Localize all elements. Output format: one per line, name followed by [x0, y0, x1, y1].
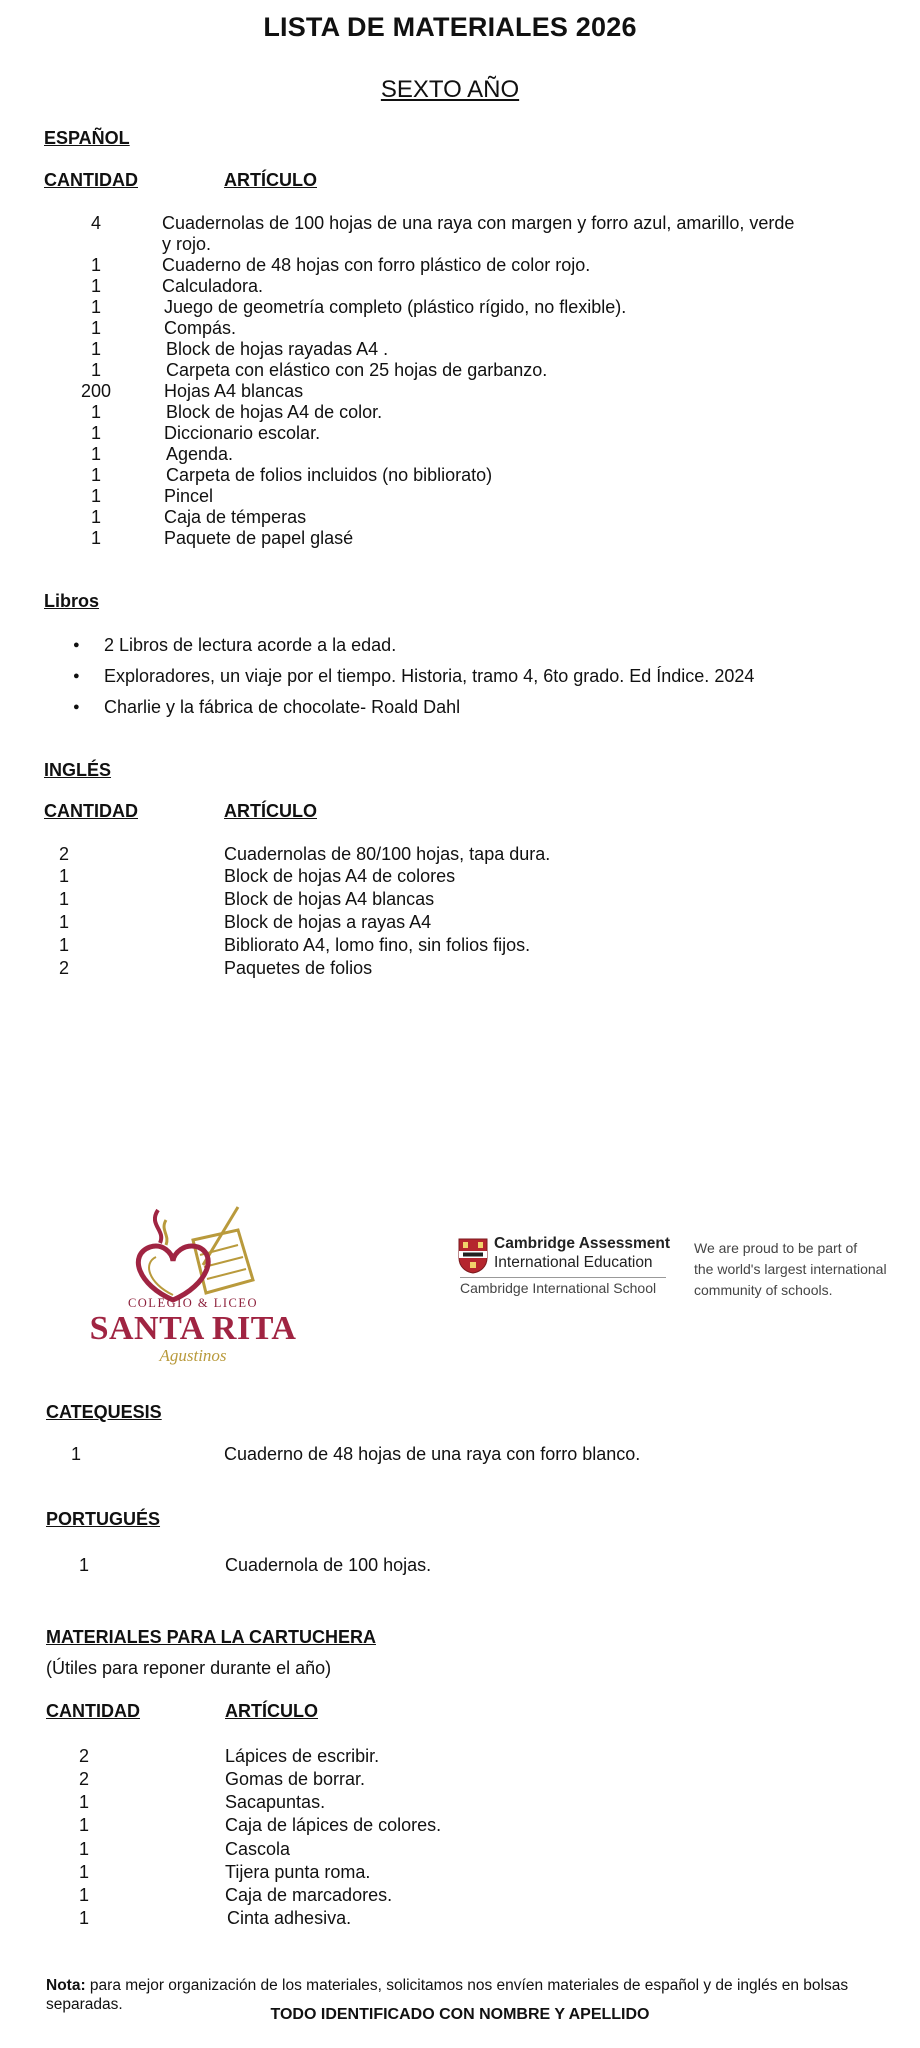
item-article: Gomas de borrar.	[225, 1769, 366, 1789]
cambridge-name: Cambridge Assessment	[494, 1235, 671, 1252]
item-article: Lápices de escribir.	[225, 1746, 380, 1766]
cambridge-subname: International Education	[494, 1254, 653, 1271]
item-article: Juego de geometría completo (plástico rígido, no flexible).	[164, 297, 627, 317]
item-quantity: 1	[90, 423, 101, 443]
column-header-articulo: ARTÍCULO	[224, 801, 317, 821]
item-article: Diccionario escolar.	[164, 423, 321, 443]
section-heading-portugues: PORTUGUÉS	[46, 1509, 161, 1529]
section-heading-espanol: ESPAÑOL	[44, 128, 130, 148]
book-item: ● 2 Libros de lectura acorde a la edad.	[44, 634, 754, 665]
item-article: Caja de marcadores.	[225, 1885, 393, 1905]
item-quantity: 1	[58, 866, 69, 886]
item-quantity: 2	[78, 1746, 89, 1766]
footer-notice: TODO IDENTIFICADO CON NOMBRE Y APELLIDO	[270, 2006, 650, 2023]
book-item: ● Charlie y la fábrica de chocolate- Roald Dahl	[44, 696, 754, 727]
item-article: Paquete de papel glasé	[164, 528, 354, 548]
item-quantity: 1	[78, 1908, 89, 1928]
santa-rita-agustinos: Agustinos	[159, 1346, 227, 1365]
item-quantity: 1	[78, 1815, 89, 1835]
item-article: Carpeta de folios incluidos (no biblioratо)	[166, 465, 493, 485]
note-label: Nota:	[46, 1977, 86, 1994]
item-quantity: 2	[78, 1769, 89, 1789]
item-quantity: 1	[90, 444, 101, 464]
item-article: Block de hojas A4 de color.	[166, 402, 383, 422]
book-item: ● Exploradores, un viaje por el tiempo. Historia, tramo 4, 6to grado. Ed Índice. 2024	[44, 665, 754, 696]
item-article: Block de hojas a rayas A4	[224, 912, 432, 932]
item-quantity: 1	[70, 1444, 81, 1464]
column-header-cantidad: CANTIDAD	[46, 1701, 140, 1721]
item-quantity: 2	[58, 844, 69, 864]
item-article: Block de hojas A4 blancas	[224, 889, 435, 909]
item-quantity: 4	[90, 213, 101, 233]
item-quantity: 1	[90, 507, 101, 527]
page-subtitle: SEXTO AÑO	[380, 76, 520, 103]
section-subheading: (Útiles para reponer durante el año)	[46, 1658, 332, 1678]
item-quantity: 1	[58, 889, 69, 909]
item-article: Block de hojas A4 de colores	[224, 866, 456, 886]
item-quantity: 1	[90, 339, 101, 359]
item-article: Carpeta con elástico con 25 hojas de garbanzo.	[166, 360, 548, 380]
item-quantity: 1	[58, 935, 69, 955]
item-quantity: 1	[90, 318, 101, 338]
column-header-articulo: ARTÍCULO	[225, 1701, 318, 1721]
cambridge-divider	[460, 1277, 666, 1278]
section-heading-ingles: INGLÉS	[44, 760, 112, 780]
section-heading-cartuchera: MATERIALES PARA LA CARTUCHERA	[46, 1627, 376, 1647]
santa-rita-college-label: COLEGIO & LICEO	[127, 1296, 259, 1310]
cambridge-tagline-line: We are proud to be part of	[694, 1240, 858, 1256]
santa-rita-name: SANTA RITA	[89, 1310, 297, 1347]
item-quantity: 1	[90, 486, 101, 506]
item-article: Cuaderno de 48 hojas con forro plástico de color rojo.	[162, 255, 591, 275]
item-quantity: 2	[58, 958, 69, 978]
item-quantity: 1	[58, 912, 69, 932]
item-article: Cascola	[225, 1839, 291, 1859]
item-article: Cinta adhesiva.	[227, 1908, 352, 1928]
item-article: Hojas A4 blancas	[164, 381, 304, 401]
item-article: Pincel	[164, 486, 214, 506]
item-quantity: 1	[78, 1555, 89, 1575]
item-article: Tijera punta roma.	[225, 1862, 371, 1882]
item-article: Cuadernola de 100 hojas.	[225, 1555, 432, 1575]
item-article: Block de hojas rayadas A4 .	[166, 339, 389, 359]
note-text: para mejor organización de los materiales, solicitamos nos envíen materiales de español y de inglés en bolsas separadas.	[46, 1977, 849, 2013]
section-heading-libros: Libros	[44, 591, 100, 611]
cambridge-shield-icon	[458, 1238, 488, 1274]
book-list	[44, 634, 754, 727]
column-header-articulo: ARTÍCULO	[224, 170, 317, 190]
column-header-cantidad: CANTIDAD	[44, 170, 138, 190]
item-quantity: 1	[90, 465, 101, 485]
page-title: LISTA DE MATERIALES 2026	[263, 12, 637, 42]
item-quantity: 1	[90, 276, 101, 296]
cambridge-tagline	[694, 1238, 887, 1301]
item-article: Sacapuntas.	[225, 1792, 326, 1812]
item-article: Paquetes de folios	[224, 958, 373, 978]
item-article: Calculadora.	[162, 276, 264, 296]
item-quantity: 1	[90, 402, 101, 422]
cambridge-tagline-line: the world's largest international	[694, 1261, 887, 1277]
column-header-cantidad: CANTIDAD	[44, 801, 138, 821]
item-article: Cuaderno de 48 hojas de una raya con forro blanco.	[224, 1444, 641, 1464]
cambridge-school-label: Cambridge International School	[460, 1280, 657, 1296]
item-quantity: 1	[78, 1792, 89, 1812]
item-article: Caja de lápices de colores.	[225, 1815, 442, 1835]
item-article: Bibliorato A4, lomo fino, sin folios fijos.	[224, 935, 531, 955]
item-article: Agenda.	[166, 444, 234, 464]
item-quantity: 1	[78, 1885, 89, 1905]
item-quantity: 1	[90, 297, 101, 317]
item-article: Caja de témperas	[164, 507, 307, 527]
item-article: Cuadernolas de 80/100 hojas, tapa dura.	[224, 844, 551, 864]
item-article: Compás.	[164, 318, 237, 338]
item-quantity: 1	[90, 360, 101, 380]
cambridge-tagline-line: community of schools.	[694, 1282, 833, 1298]
item-quantity: 1	[78, 1839, 89, 1859]
item-quantity: 1	[90, 528, 101, 548]
item-quantity: 200	[80, 381, 112, 401]
item-quantity: 1	[90, 255, 101, 275]
item-article: Cuadernolas de 100 hojas de una raya con margen y forro azul, amarillo, verde y rojo.	[162, 213, 795, 254]
section-heading-catequesis: CATEQUESIS	[46, 1402, 162, 1422]
item-quantity: 1	[78, 1862, 89, 1882]
